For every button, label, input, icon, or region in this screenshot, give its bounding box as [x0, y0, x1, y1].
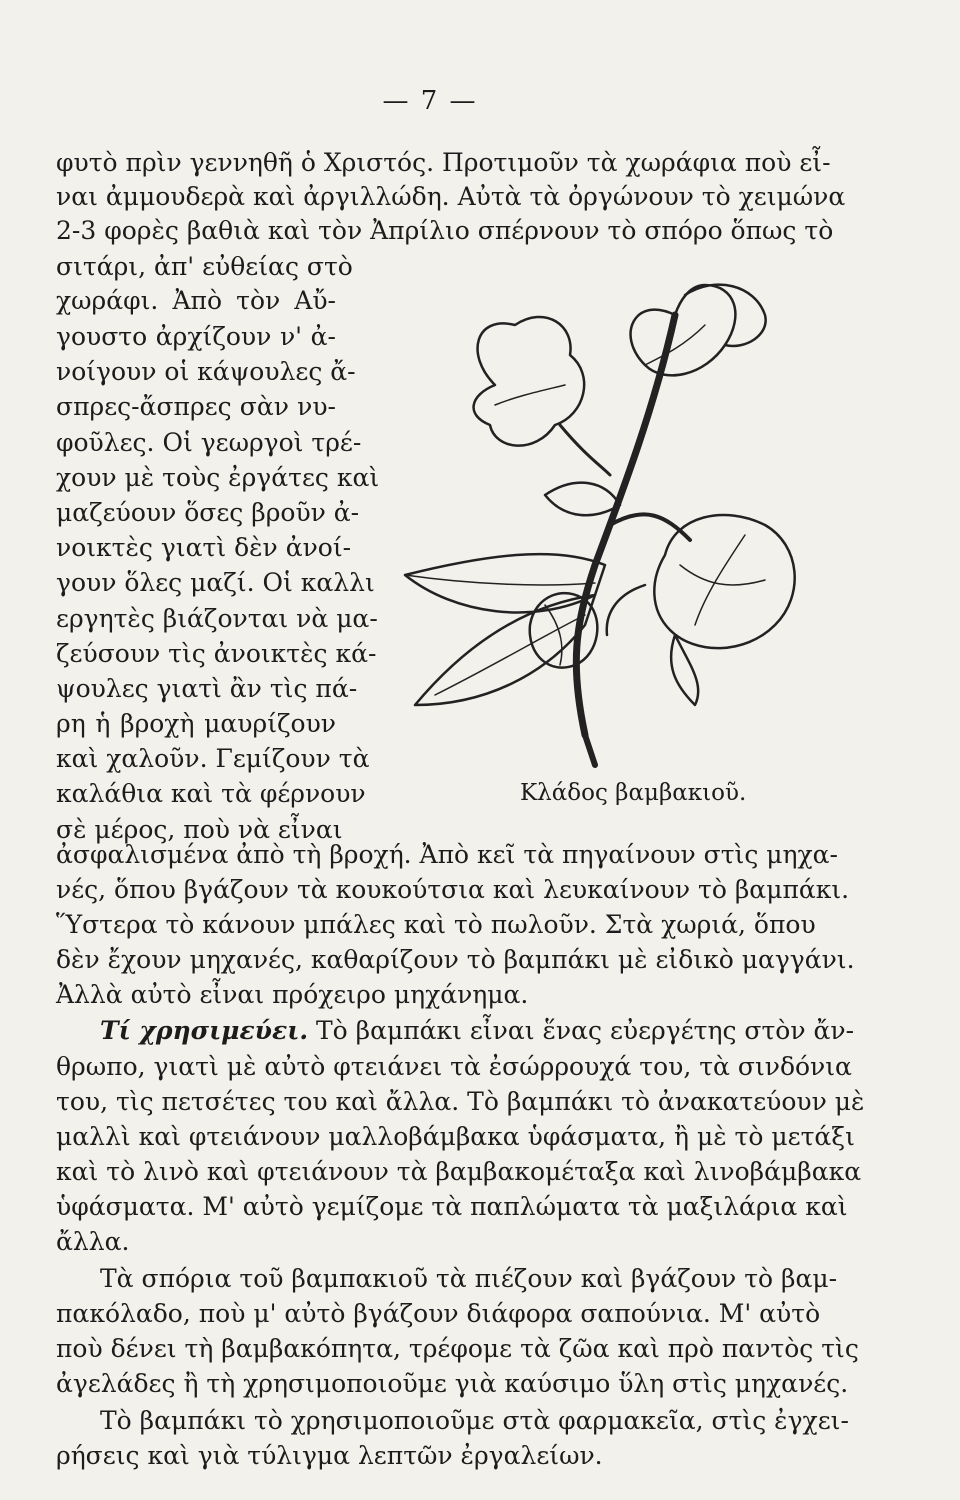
- text-line: θρωπο, γιατὶ μὲ αὐτὸ φτειάνει τὰ ἐσώρρουχά του, τὰ σινδόνια: [56, 1052, 852, 1081]
- text-line: σιτάρι, ἀπ' εὐθείας στὸ: [56, 252, 353, 281]
- text-line: ποὺ δένει τὴ βαμβακόπητα, τρέφομε τὰ ζῶα καὶ πρὸ παντὸς τὶς: [56, 1334, 859, 1363]
- text-line: σὲ μέρος, ποὺ νὰ εἶναι: [56, 815, 343, 844]
- text-run: Τὸ βαμπάκι εἶναι ἕνας εὐεργέτης στὸν ἄν-: [315, 1016, 855, 1045]
- text-line: μαζεύουν ὅσες βροῦν ἀ-: [56, 498, 360, 527]
- text-line: καὶ χαλοῦν. Γεμίζουν τὰ: [56, 744, 370, 773]
- text-line: 2-3 φορὲς βαθιὰ καὶ τὸν Ἀπρίλιο σπέρνουν τὸ σπόρο ὅπως τὸ: [56, 216, 834, 245]
- text-line: χωράφι. Ἀπὸ τὸν Αὔ-: [56, 286, 336, 315]
- text-line: ψουλες γιατὶ ἂν τὶς πά-: [56, 674, 358, 703]
- text-line: Ὕστερα τὸ κάνουν μπάλες καὶ τὸ πωλοῦν. Στὰ χωριά, ὅπου: [56, 910, 816, 939]
- text-line: καὶ τὸ λινὸ καὶ φτειάνουν τὰ βαμβακομέταξα καὶ λινοβάμβακα: [56, 1157, 862, 1186]
- section-paragraph-start: [56, 1014, 855, 1048]
- text-line: ὑφάσματα. Μ' αὐτὸ γεμίζομε τὰ παπλώματα τὰ μαξιλάρια καὶ: [56, 1192, 848, 1221]
- text-line: πακόλαδο, ποὺ μ' αὐτὸ βγάζουν διάφορα σαπούνια. Μ' αὐτὸ: [56, 1299, 821, 1328]
- text-line: Τὸ βαμπάκι τὸ χρησιμοποιοῦμε στὰ φαρμακεῖα, στὶς ἐγχει-: [100, 1406, 849, 1435]
- text-line: φυτὸ πρὶν γεννηθῆ ὁ Χριστός. Προτιμοῦν τὰ χωράφια ποὺ εἶ-: [56, 148, 831, 177]
- text-line: ἄλλα.: [56, 1227, 130, 1256]
- text-line: ἀσφαλισμένα ἀπὸ τὴ βροχή. Ἀπὸ κεῖ τὰ πηγαίνουν στὶς μηχα-: [56, 840, 839, 869]
- text-line: Ἀλλὰ αὐτὸ εἶναι πρόχειρο μηχάνημα.: [56, 980, 529, 1009]
- text-line: χουν μὲ τοὺς ἐργάτες καὶ: [56, 463, 380, 492]
- text-line: νές, ὅπου βγάζουν τὰ κουκούτσια καὶ λευκαίνουν τὸ βαμπάκι.: [56, 875, 850, 904]
- section-heading: Τί χρησιμεύει.: [100, 1016, 309, 1045]
- text-line: ρήσεις καὶ γιὰ τύλιγμα λεπτῶν ἐργαλείων.: [56, 1441, 603, 1470]
- text-line: γουν ὅλες μαζί. Οἱ καλλι: [56, 568, 375, 597]
- text-line: σπρες-ἄσπρες σὰν νυ-: [56, 392, 336, 421]
- text-line: μαλλὶ καὶ φτειάνουν μαλλοβάμβακα ὑφάσματα, ἢ μὲ τὸ μετάξι: [56, 1122, 855, 1151]
- text-line: ρη ἡ βροχὴ μαυρίζουν: [56, 709, 336, 738]
- text-line: γουστο ἀρχίζουν ν' ἀ-: [56, 322, 336, 351]
- text-line: δὲν ἔχουν μηχανές, καθαρίζουν τὸ βαμπάκι μὲ εἰδικὸ μαγγάνι.: [56, 945, 855, 974]
- figure-caption: Κλάδος βαμβακιοῦ.: [520, 780, 747, 806]
- text-line: φοῦλες. Οἱ γεωργοὶ τρέ-: [56, 428, 362, 457]
- text-line: ἀγελάδες ἢ τὴ χρησιμοποιοῦμε γιὰ καύσιμο ὕλη στὶς μηχανές.: [56, 1369, 849, 1398]
- text-line: καλάθια καὶ τὰ φέρνουν: [56, 779, 366, 808]
- text-line: νοικτὲς γιατὶ δὲν ἀνοί-: [56, 533, 352, 562]
- cotton-branch-illustration: [345, 265, 810, 770]
- text-line: εργητὲς βιάζονται νὰ μα-: [56, 604, 378, 633]
- text-line: νοίγουν οἱ κάψουλες ἄ-: [56, 357, 356, 386]
- text-line: ναι ἀμμουδερὰ καὶ ἀργιλλώδη. Αὐτὰ τὰ ὀργώνουν τὸ χειμώνα: [56, 182, 846, 211]
- text-line: ζεύσουν τὶς ἀνοικτὲς κά-: [56, 639, 377, 668]
- text-line: του, τὶς πετσέτες του καὶ ἄλλα. Τὸ βαμπάκι τὸ ἀνακατεύουν μὲ: [56, 1087, 865, 1116]
- text-line: Τὰ σπόρια τοῦ βαμπακιοῦ τὰ πιέζουν καὶ βγάζουν τὸ βαμ-: [100, 1264, 838, 1293]
- page-number: — 7 —: [382, 86, 478, 116]
